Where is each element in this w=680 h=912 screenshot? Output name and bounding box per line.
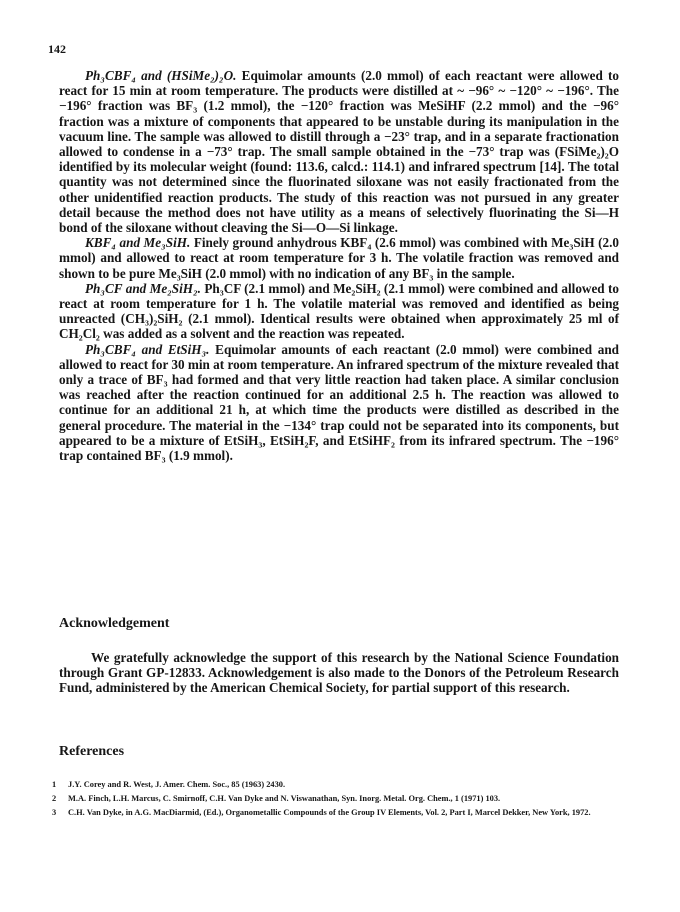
- paragraph-text: Finely ground anhydrous KBF₄ (2.6 mmol) was combined with Me₃SiH (2.0 mmol) and allowed to react at room temperature for 3 h. The volatile fraction was removed and shown to be pure Me₃SiH (2.0 mmol) with no indication of any BF₃ in the sample.: [59, 235, 619, 281]
- paragraph-lead: Ph₃CF and Me₂SiH₂.: [85, 280, 201, 296]
- paragraph-lead: Ph₃CBF₄ and EtSiH₃.: [85, 341, 210, 357]
- experimental-body: [59, 68, 619, 463]
- paragraph: [59, 68, 619, 235]
- paragraph-text: Ph₃CF (2.1 mmol) and Me₂SiH₂ (2.1 mmol) were combined and allowed to react at room temperature for 1 h. The volatile material was removed and identified as being unreacted (CH₃)₂SiH₂ (2.1 mmol). Identical results were obtained when approximately 25 ml of CH₂Cl₂ was added as a solvent and the reaction was repeated.: [59, 280, 619, 342]
- reference-item: [52, 779, 612, 790]
- references-heading: References: [59, 744, 125, 759]
- reference-text: J.Y. Corey and R. West, J. Amer. Chem. Soc., 85 (1963) 2430.: [68, 780, 286, 789]
- reference-number: 3: [52, 808, 57, 818]
- paragraph: [59, 342, 619, 464]
- references-list: [52, 779, 612, 822]
- paragraph-text: Equimolar amounts of each reactant (2.0 mmol) were combined and allowed to react for 30 min at room temperature. An infrared spectrum of the mixture revealed that only a trace of BF₃ had formed and that very little reaction had taken place. A similar conclusion was reached after the reaction continued for an additional 2.5 h. The reaction was allowed to continue for an additional 21 h, at which time the products were distilled as described in the general procedure. The material in the −134° trap could not be separated into its components, but appeared to be a mixture of EtSiH₃, EtSiH₂F, and EtSiHF₂ from its infrared spectrum. The −196° trap contained BF₃ (1.9 mmol).: [59, 341, 619, 464]
- paragraph: [59, 281, 619, 342]
- reference-text: M.A. Finch, L.H. Marcus, C. Smirnoff, C.H. Van Dyke and N. Viswanathan, Syn. Inorg. Metal. Org. Chem., 1 (1971) 103.: [68, 794, 501, 804]
- paragraph-lead: KBF₄ and Me₃SiH.: [85, 235, 191, 251]
- reference-number: 2: [52, 794, 57, 804]
- reference-text: C.H. Van Dyke, in A.G. MacDiarmid, (Ed.), Organometallic Compounds of the Group IV Elements, Vol. 2, Part I, Marcel Dekker, New York, 1972.: [68, 808, 591, 818]
- paragraph-lead: Ph₃CBF₄ and (HSiMe₂)₂O.: [85, 68, 237, 83]
- reference-item: [52, 807, 612, 818]
- page-number: 142: [48, 42, 66, 56]
- acknowledgement-heading: Acknowledgement: [59, 616, 170, 631]
- paragraph: [59, 235, 619, 281]
- acknowledgement-text: We gratefully acknowledge the support of this research by the National Science Foundation through Grant GP-12833. Acknowledgement is also made to the Donors of the Petroleum Research Fund, administered by the American Chemical Society, for partial support of this research.: [59, 650, 619, 696]
- reference-item: [52, 793, 612, 804]
- paragraph-text: Equimolar amounts (2.0 mmol) of each reactant were allowed to react for 15 min at room temperature. The products were distilled at ~ −96° ~ −120° ~ −196°. The −196° fraction was BF₃ (1.2 mmol), the −120° fraction was MeSiHF (2.2 mmol) and the −96° fraction was a mixture of components that appeared to be unstable during its manipulation in the vacuum line. The sample was allowed to distill through a −23° trap, and in a separate fractionation allowed to condense in a −73° trap. The small sample obtained in the −73° trap was (FSiMe₂)₂O identified by its molecular weight (found: 113.6, calcd.: 114.1) and infrared spectrum [14]. The total quantity was not determined since the fluorinated siloxane was not easily fractionated from the other unidentified reaction products. The study of this reaction was not pursued in any greater detail because the method does not have utility as a means of selectively fluorinating the Si—H bond of the siloxane without cleaving the Si—O—Si linkage.: [59, 68, 619, 236]
- reference-number: 1: [52, 780, 57, 789]
